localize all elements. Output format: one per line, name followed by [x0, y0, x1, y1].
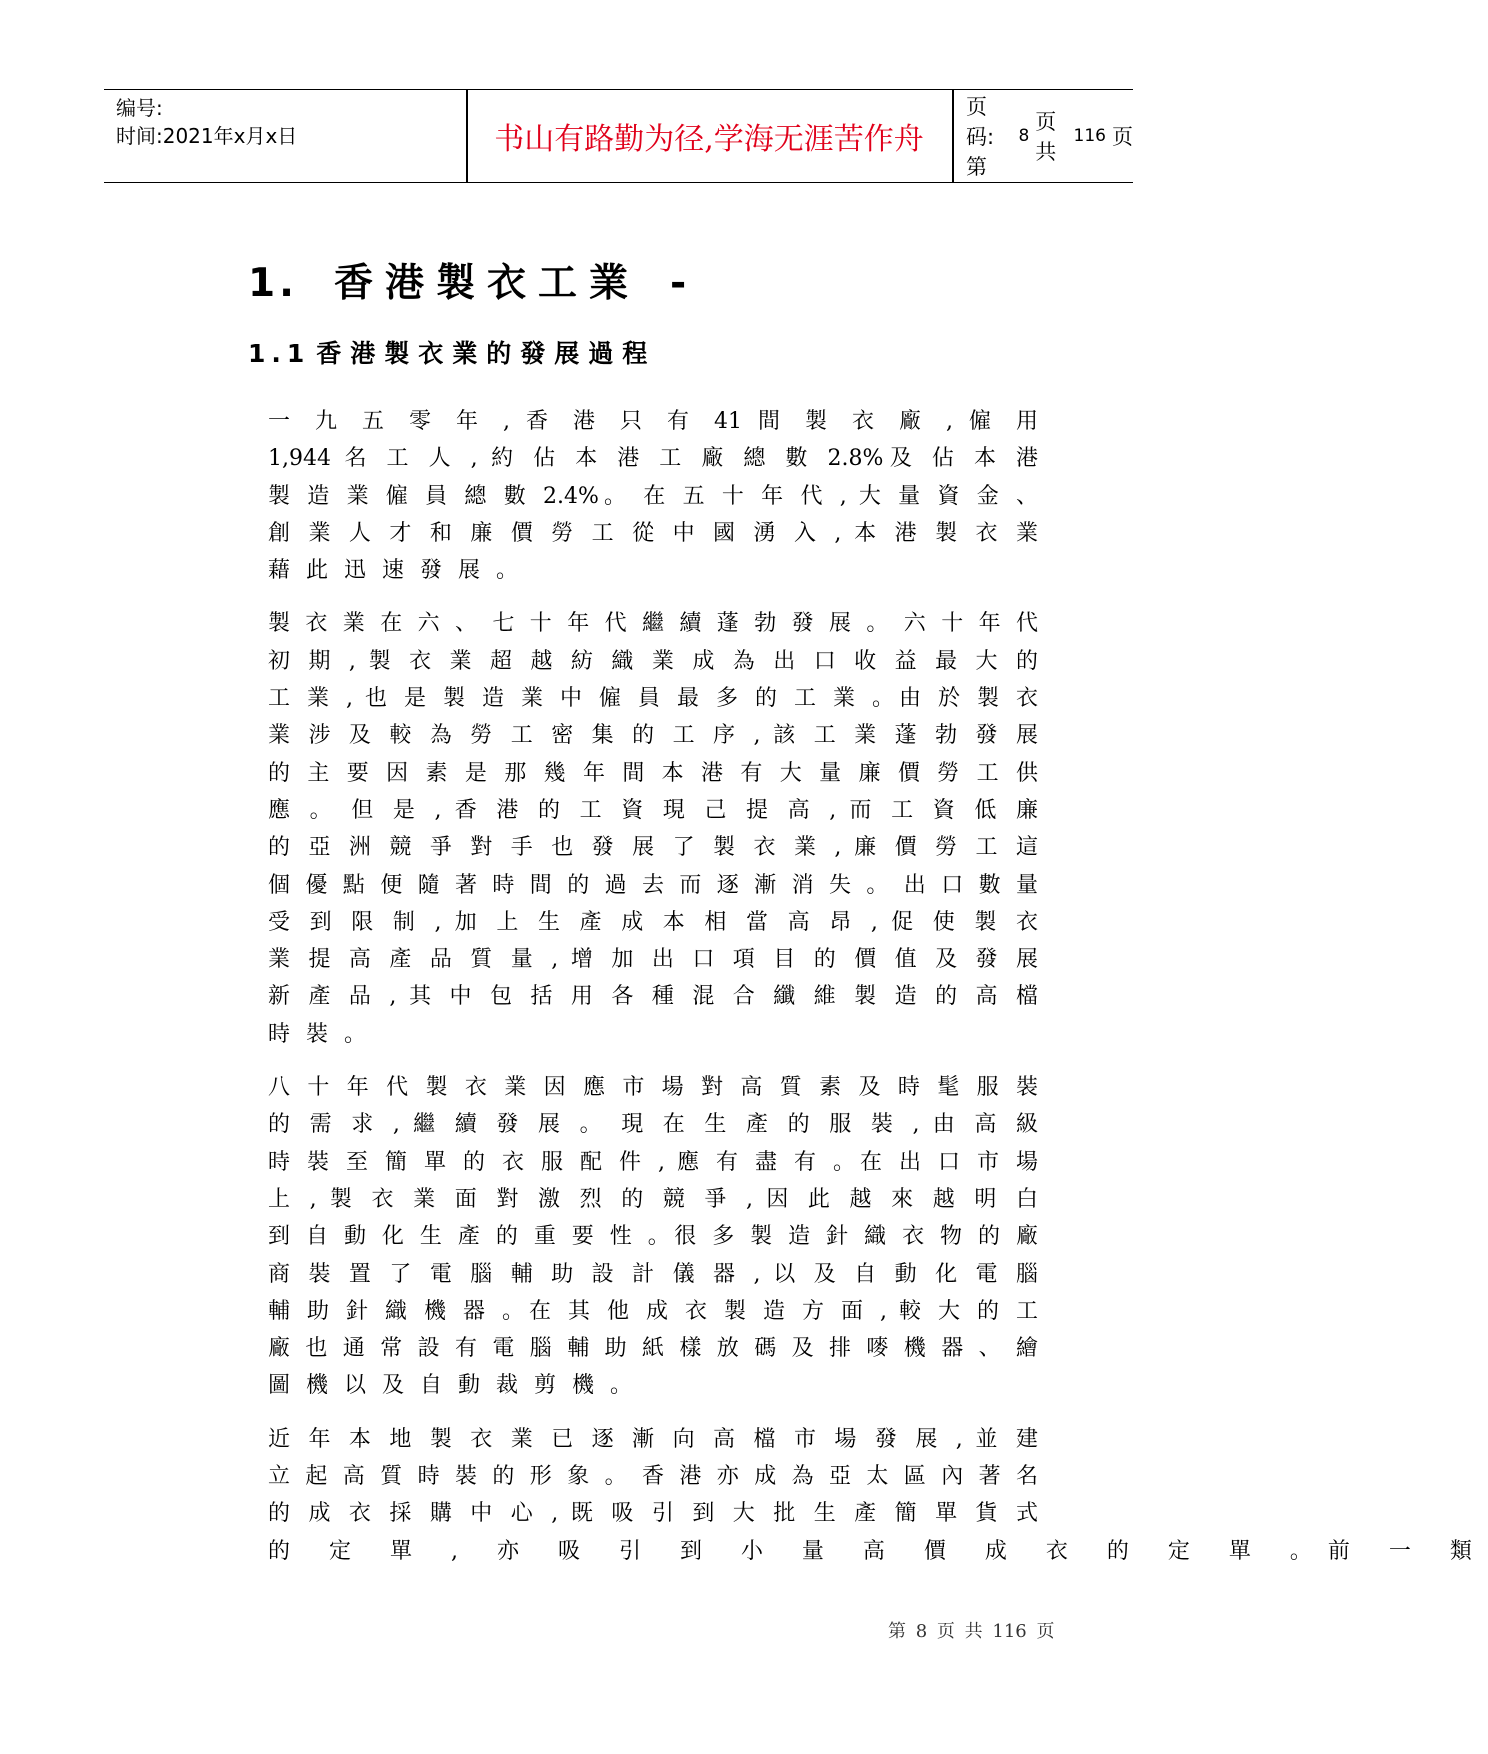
text-line: 的 成 衣 採 購 中 心 , 既 吸 引 到 大 批 生 產 簡 單 貨 式: [268, 1501, 1038, 1527]
section-dash: -: [669, 261, 699, 306]
text-line: 八 十 年 代 製 衣 業 因 應 市 場 對 高 質 素 及 時 髦 服 裝: [268, 1075, 1038, 1101]
subsection-heading: [248, 334, 656, 370]
text-line: 圖機以及自動裁剪機。: [268, 1373, 649, 1399]
text-line: 製 衣 業 在 六 、 七 十 年 代 繼 續 蓬 勃 發 展 。 六 十 年 代: [268, 611, 1038, 637]
section-title: 香港製衣工業: [333, 261, 640, 306]
text-line: 近 年 本 地 製 衣 業 已 逐 漸 向 高 檔 市 場 發 展 , 並 建: [268, 1426, 1038, 1452]
serial-number-label: 编号:: [116, 96, 163, 120]
header-divider: [466, 90, 468, 182]
text-line: 上 , 製 衣 業 面 對 激 烈 的 競 爭 , 因 此 越 來 越 明 白: [268, 1186, 1038, 1212]
section-heading: [248, 252, 698, 308]
text-line: 創 業 人 才 和 廉 價 勞 工 從 中 國 湧 入 , 本 港 製 衣 業: [268, 520, 1038, 546]
text-line: 時 裝 至 簡 單 的 衣 服 配 件 , 應 有 盡 有 。在 出 口 市 場: [268, 1149, 1038, 1175]
footer-page: 8: [915, 1621, 928, 1642]
header-page-info: [966, 90, 1133, 182]
paragraph: [268, 1069, 1038, 1405]
text-line: 一 九 五 零 年 , 香 港 只 有 41 間 製 衣 廠 , 僱 用: [268, 409, 1038, 434]
text-line: 1,944 名 工 人 , 約 佔 本 港 工 廠 總 數 2.8%及 佔 本 港: [268, 446, 1038, 472]
footer-suffix: 页: [1036, 1621, 1055, 1642]
paragraph: [268, 403, 1038, 589]
page-footer: [888, 1617, 1054, 1643]
text-line: 到 自 動 化 生 產 的 重 要 性 。很 多 製 造 針 織 衣 物 的 廠: [268, 1224, 1038, 1250]
text-line: 個 優 點 便 隨 著 時 間 的 過 去 而 逐 漸 消 失 。 出 口 數 量: [268, 872, 1038, 898]
date-label: 时间:2021年x月x日: [116, 124, 298, 148]
paragraph: [268, 1421, 1488, 1570]
text-line: 應 。 但 是 , 香 港 的 工 資 現 己 提 高 , 而 工 資 低 廉: [268, 797, 1038, 823]
section-number: 1.: [248, 261, 298, 306]
footer-prefix: 第: [888, 1621, 906, 1642]
page-current: 8: [1018, 126, 1030, 146]
text-line: 業 涉 及 較 為 勞 工 密 集 的 工 序 , 該 工 業 蓬 勃 發 展: [268, 723, 1038, 749]
page-prefix: 页码:第: [966, 95, 995, 179]
text-line: 藉此迅速發展。: [268, 558, 535, 584]
header-meta: [116, 94, 466, 150]
page-mid: 页 共: [1035, 110, 1057, 164]
footer-mid: 页 共: [936, 1621, 983, 1642]
text-line: 的 定 單 , 亦 吸 引 到 小 量 高 價 成 衣 的 定 單 。前 一 類: [268, 1538, 1488, 1564]
text-line: 的 需 求 , 繼 續 發 展 。 現 在 生 產 的 服 裝 , 由 高 級: [268, 1112, 1038, 1138]
page-suffix: 页: [1112, 125, 1133, 149]
text-line: 新 產 品 , 其 中 包 括 用 各 種 混 合 纖 維 製 造 的 高 檔: [268, 984, 1038, 1010]
body-text: [268, 403, 1488, 1586]
paragraph: [268, 605, 1038, 1053]
header-motto: 书山有路勤为径,学海无涯苦作舟: [494, 122, 924, 157]
text-line: 業 提 高 產 品 質 量 , 增 加 出 口 項 目 的 價 值 及 發 展: [268, 947, 1038, 973]
text-line: 時裝。: [268, 1021, 383, 1047]
subsection-title: 香港製衣業的發展過程: [316, 339, 657, 368]
text-line: 的 亞 洲 競 爭 對 手 也 發 展 了 製 衣 業 , 廉 價 勞 工 這: [268, 835, 1038, 861]
text-line: 製 造 業 僱 員 總 數 2.4%。 在 五 十 年 代 , 大 量 資 金 、: [268, 483, 1038, 509]
text-line: 受 到 限 制 , 加 上 生 產 成 本 相 當 高 昂 , 促 使 製 衣: [268, 909, 1038, 935]
text-line: 立 起 高 質 時 裝 的 形 象 。 香 港 亦 成 為 亞 太 區 內 著 名: [268, 1464, 1038, 1490]
footer-total: 116: [992, 1621, 1027, 1642]
text-line: 廠 也 通 常 設 有 電 腦 輔 助 紙 樣 放 碼 及 排 嘜 機 器 、 繪: [268, 1336, 1038, 1362]
subsection-number: 1.1: [248, 339, 311, 368]
text-line: 初 期 , 製 衣 業 超 越 紡 織 業 成 為 出 口 收 益 最 大 的: [268, 648, 1038, 674]
header-divider: [952, 90, 954, 182]
text-line: 輔 助 針 織 機 器 。在 其 他 成 衣 製 造 方 面 , 較 大 的 工: [268, 1298, 1038, 1324]
text-line: 商 裝 置 了 電 腦 輔 助 設 計 儀 器 , 以 及 自 動 化 電 腦: [268, 1261, 1038, 1287]
document-header: [104, 89, 1133, 183]
text-line: 工 業 , 也 是 製 造 業 中 僱 員 最 多 的 工 業 。由 於 製 衣: [268, 686, 1038, 712]
text-line: 的 主 要 因 素 是 那 幾 年 間 本 港 有 大 量 廉 價 勞 工 供: [268, 760, 1038, 786]
page-total: 116: [1073, 126, 1106, 146]
